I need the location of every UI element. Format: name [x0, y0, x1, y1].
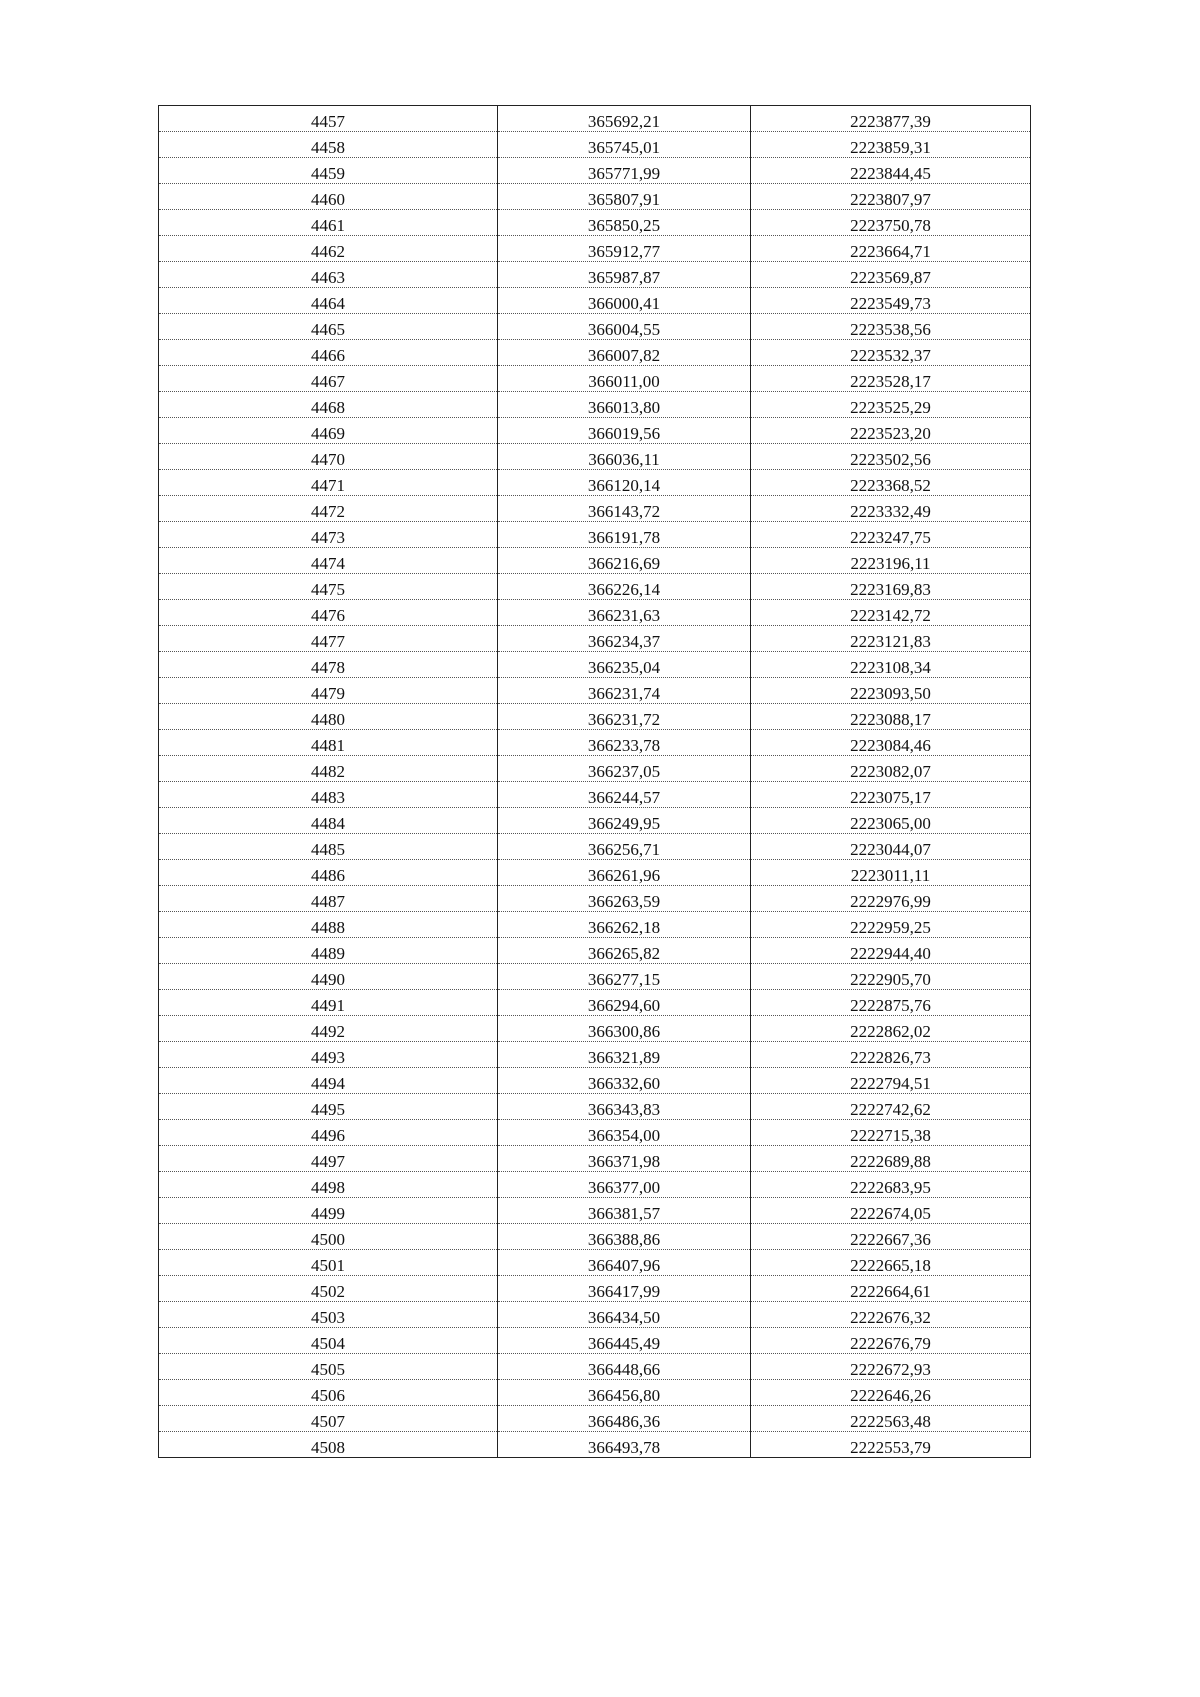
table-row	[159, 1094, 1031, 1120]
y-coordinate-cell: 2223108,34	[751, 652, 1031, 678]
x-coordinate-cell: 365807,91	[498, 184, 751, 210]
point-number-cell: 4463	[159, 262, 498, 288]
y-coordinate-cell: 2223750,78	[751, 210, 1031, 236]
point-number-cell: 4464	[159, 288, 498, 314]
point-number-cell: 4480	[159, 704, 498, 730]
point-number-cell: 4487	[159, 886, 498, 912]
y-coordinate-cell: 2222674,05	[751, 1198, 1031, 1224]
table-row	[159, 1432, 1031, 1458]
y-coordinate-cell: 2222683,95	[751, 1172, 1031, 1198]
point-number-cell: 4466	[159, 340, 498, 366]
x-coordinate-cell: 366493,78	[498, 1432, 751, 1458]
point-number-cell: 4484	[159, 808, 498, 834]
x-coordinate-cell: 366226,14	[498, 574, 751, 600]
y-coordinate-cell: 2222742,62	[751, 1094, 1031, 1120]
y-coordinate-cell: 2223532,37	[751, 340, 1031, 366]
point-number-cell: 4471	[159, 470, 498, 496]
x-coordinate-cell: 366486,36	[498, 1406, 751, 1432]
point-number-cell: 4469	[159, 418, 498, 444]
point-number-cell: 4505	[159, 1354, 498, 1380]
point-number-cell: 4486	[159, 860, 498, 886]
table-row	[159, 938, 1031, 964]
y-coordinate-cell: 2222646,26	[751, 1380, 1031, 1406]
table-row	[159, 314, 1031, 340]
x-coordinate-cell: 366235,04	[498, 652, 751, 678]
point-number-cell: 4504	[159, 1328, 498, 1354]
y-coordinate-cell: 2223664,71	[751, 236, 1031, 262]
x-coordinate-cell: 366143,72	[498, 496, 751, 522]
point-number-cell: 4458	[159, 132, 498, 158]
table-row	[159, 1406, 1031, 1432]
point-number-cell: 4481	[159, 730, 498, 756]
x-coordinate-cell: 365745,01	[498, 132, 751, 158]
x-coordinate-cell: 365692,21	[498, 106, 751, 132]
x-coordinate-cell: 366262,18	[498, 912, 751, 938]
y-coordinate-cell: 2223121,83	[751, 626, 1031, 652]
point-number-cell: 4462	[159, 236, 498, 262]
x-coordinate-cell: 366332,60	[498, 1068, 751, 1094]
x-coordinate-cell: 366354,00	[498, 1120, 751, 1146]
point-number-cell: 4496	[159, 1120, 498, 1146]
point-number-cell: 4482	[159, 756, 498, 782]
table-row	[159, 366, 1031, 392]
coordinates-table	[158, 105, 1031, 1458]
y-coordinate-cell: 2223142,72	[751, 600, 1031, 626]
x-coordinate-cell: 365771,99	[498, 158, 751, 184]
y-coordinate-cell: 2222665,18	[751, 1250, 1031, 1276]
y-coordinate-cell: 2222689,88	[751, 1146, 1031, 1172]
point-number-cell: 4478	[159, 652, 498, 678]
table-row	[159, 418, 1031, 444]
table-row	[159, 548, 1031, 574]
table-row	[159, 392, 1031, 418]
y-coordinate-cell: 2223859,31	[751, 132, 1031, 158]
x-coordinate-cell: 366263,59	[498, 886, 751, 912]
point-number-cell: 4460	[159, 184, 498, 210]
x-coordinate-cell: 366231,74	[498, 678, 751, 704]
y-coordinate-cell: 2222672,93	[751, 1354, 1031, 1380]
table-row	[159, 1328, 1031, 1354]
point-number-cell: 4499	[159, 1198, 498, 1224]
point-number-cell: 4470	[159, 444, 498, 470]
table-row	[159, 470, 1031, 496]
point-number-cell: 4477	[159, 626, 498, 652]
point-number-cell: 4483	[159, 782, 498, 808]
y-coordinate-cell: 2223082,07	[751, 756, 1031, 782]
y-coordinate-cell: 2222676,79	[751, 1328, 1031, 1354]
y-coordinate-cell: 2223569,87	[751, 262, 1031, 288]
point-number-cell: 4494	[159, 1068, 498, 1094]
y-coordinate-cell: 2223044,07	[751, 834, 1031, 860]
y-coordinate-cell: 2223528,17	[751, 366, 1031, 392]
point-number-cell: 4488	[159, 912, 498, 938]
x-coordinate-cell: 366261,96	[498, 860, 751, 886]
x-coordinate-cell: 366371,98	[498, 1146, 751, 1172]
x-coordinate-cell: 366381,57	[498, 1198, 751, 1224]
table-row	[159, 340, 1031, 366]
table-row	[159, 626, 1031, 652]
x-coordinate-cell: 366343,83	[498, 1094, 751, 1120]
table-row	[159, 1380, 1031, 1406]
x-coordinate-cell: 366120,14	[498, 470, 751, 496]
table-row	[159, 184, 1031, 210]
x-coordinate-cell: 366294,60	[498, 990, 751, 1016]
x-coordinate-cell: 366019,56	[498, 418, 751, 444]
table-row	[159, 1224, 1031, 1250]
table-row	[159, 912, 1031, 938]
x-coordinate-cell: 366434,50	[498, 1302, 751, 1328]
table-row	[159, 288, 1031, 314]
x-coordinate-cell: 366377,00	[498, 1172, 751, 1198]
y-coordinate-cell: 2223011,11	[751, 860, 1031, 886]
table-row	[159, 1016, 1031, 1042]
point-number-cell: 4459	[159, 158, 498, 184]
x-coordinate-cell: 366000,41	[498, 288, 751, 314]
table-row	[159, 990, 1031, 1016]
table-row	[159, 1146, 1031, 1172]
coordinates-table-body	[159, 106, 1031, 1458]
y-coordinate-cell: 2222676,32	[751, 1302, 1031, 1328]
y-coordinate-cell: 2222664,61	[751, 1276, 1031, 1302]
table-row	[159, 834, 1031, 860]
point-number-cell: 4493	[159, 1042, 498, 1068]
point-number-cell: 4491	[159, 990, 498, 1016]
y-coordinate-cell: 2223502,56	[751, 444, 1031, 470]
x-coordinate-cell: 366004,55	[498, 314, 751, 340]
x-coordinate-cell: 366388,86	[498, 1224, 751, 1250]
table-row	[159, 522, 1031, 548]
table-row	[159, 1198, 1031, 1224]
point-number-cell: 4472	[159, 496, 498, 522]
table-row	[159, 678, 1031, 704]
x-coordinate-cell: 366417,99	[498, 1276, 751, 1302]
y-coordinate-cell: 2223807,97	[751, 184, 1031, 210]
x-coordinate-cell: 366216,69	[498, 548, 751, 574]
x-coordinate-cell: 366036,11	[498, 444, 751, 470]
x-coordinate-cell: 366321,89	[498, 1042, 751, 1068]
y-coordinate-cell: 2223549,73	[751, 288, 1031, 314]
y-coordinate-cell: 2222959,25	[751, 912, 1031, 938]
x-coordinate-cell: 366237,05	[498, 756, 751, 782]
y-coordinate-cell: 2222563,48	[751, 1406, 1031, 1432]
point-number-cell: 4489	[159, 938, 498, 964]
x-coordinate-cell: 366456,80	[498, 1380, 751, 1406]
x-coordinate-cell: 366231,72	[498, 704, 751, 730]
y-coordinate-cell: 2223877,39	[751, 106, 1031, 132]
point-number-cell: 4503	[159, 1302, 498, 1328]
table-row	[159, 574, 1031, 600]
y-coordinate-cell: 2223844,45	[751, 158, 1031, 184]
table-row	[159, 1276, 1031, 1302]
y-coordinate-cell: 2222862,02	[751, 1016, 1031, 1042]
table-row	[159, 886, 1031, 912]
table-row	[159, 106, 1031, 132]
x-coordinate-cell: 366445,49	[498, 1328, 751, 1354]
y-coordinate-cell: 2223525,29	[751, 392, 1031, 418]
point-number-cell: 4468	[159, 392, 498, 418]
table-row	[159, 262, 1031, 288]
table-row	[159, 964, 1031, 990]
table-row	[159, 1172, 1031, 1198]
y-coordinate-cell: 2223332,49	[751, 496, 1031, 522]
y-coordinate-cell: 2222553,79	[751, 1432, 1031, 1458]
point-number-cell: 4461	[159, 210, 498, 236]
x-coordinate-cell: 366407,96	[498, 1250, 751, 1276]
point-number-cell: 4476	[159, 600, 498, 626]
y-coordinate-cell: 2223538,56	[751, 314, 1031, 340]
table-row	[159, 1120, 1031, 1146]
x-coordinate-cell: 366300,86	[498, 1016, 751, 1042]
x-coordinate-cell: 366191,78	[498, 522, 751, 548]
y-coordinate-cell: 2222976,99	[751, 886, 1031, 912]
point-number-cell: 4508	[159, 1432, 498, 1458]
x-coordinate-cell: 366011,00	[498, 366, 751, 392]
table-row	[159, 600, 1031, 626]
y-coordinate-cell: 2222905,70	[751, 964, 1031, 990]
y-coordinate-cell: 2222826,73	[751, 1042, 1031, 1068]
point-number-cell: 4502	[159, 1276, 498, 1302]
y-coordinate-cell: 2223084,46	[751, 730, 1031, 756]
y-coordinate-cell: 2222667,36	[751, 1224, 1031, 1250]
x-coordinate-cell: 365912,77	[498, 236, 751, 262]
x-coordinate-cell: 366448,66	[498, 1354, 751, 1380]
y-coordinate-cell: 2223093,50	[751, 678, 1031, 704]
x-coordinate-cell: 365987,87	[498, 262, 751, 288]
table-row	[159, 808, 1031, 834]
point-number-cell: 4473	[159, 522, 498, 548]
point-number-cell: 4500	[159, 1224, 498, 1250]
y-coordinate-cell: 2222715,38	[751, 1120, 1031, 1146]
y-coordinate-cell: 2222944,40	[751, 938, 1031, 964]
table-row	[159, 704, 1031, 730]
table-row	[159, 210, 1031, 236]
x-coordinate-cell: 366265,82	[498, 938, 751, 964]
table-row	[159, 1042, 1031, 1068]
y-coordinate-cell: 2223075,17	[751, 782, 1031, 808]
x-coordinate-cell: 366244,57	[498, 782, 751, 808]
y-coordinate-cell: 2222875,76	[751, 990, 1031, 1016]
point-number-cell: 4465	[159, 314, 498, 340]
table-row	[159, 132, 1031, 158]
point-number-cell: 4507	[159, 1406, 498, 1432]
point-number-cell: 4485	[159, 834, 498, 860]
table-row	[159, 1068, 1031, 1094]
table-row	[159, 1250, 1031, 1276]
point-number-cell: 4501	[159, 1250, 498, 1276]
x-coordinate-cell: 366231,63	[498, 600, 751, 626]
table-row	[159, 496, 1031, 522]
point-number-cell: 4498	[159, 1172, 498, 1198]
y-coordinate-cell: 2223523,20	[751, 418, 1031, 444]
x-coordinate-cell: 366007,82	[498, 340, 751, 366]
point-number-cell: 4492	[159, 1016, 498, 1042]
y-coordinate-cell: 2223368,52	[751, 470, 1031, 496]
table-row	[159, 860, 1031, 886]
point-number-cell: 4490	[159, 964, 498, 990]
x-coordinate-cell: 366249,95	[498, 808, 751, 834]
x-coordinate-cell: 366233,78	[498, 730, 751, 756]
y-coordinate-cell: 2223169,83	[751, 574, 1031, 600]
y-coordinate-cell: 2223196,11	[751, 548, 1031, 574]
y-coordinate-cell: 2223088,17	[751, 704, 1031, 730]
x-coordinate-cell: 366013,80	[498, 392, 751, 418]
y-coordinate-cell: 2223247,75	[751, 522, 1031, 548]
table-row	[159, 756, 1031, 782]
table-row	[159, 652, 1031, 678]
table-row	[159, 782, 1031, 808]
y-coordinate-cell: 2223065,00	[751, 808, 1031, 834]
table-row	[159, 158, 1031, 184]
table-row	[159, 444, 1031, 470]
x-coordinate-cell: 366256,71	[498, 834, 751, 860]
point-number-cell: 4474	[159, 548, 498, 574]
x-coordinate-cell: 366234,37	[498, 626, 751, 652]
point-number-cell: 4495	[159, 1094, 498, 1120]
point-number-cell: 4457	[159, 106, 498, 132]
table-row	[159, 236, 1031, 262]
x-coordinate-cell: 365850,25	[498, 210, 751, 236]
point-number-cell: 4475	[159, 574, 498, 600]
point-number-cell: 4479	[159, 678, 498, 704]
table-row	[159, 1354, 1031, 1380]
y-coordinate-cell: 2222794,51	[751, 1068, 1031, 1094]
point-number-cell: 4467	[159, 366, 498, 392]
table-row	[159, 1302, 1031, 1328]
table-row	[159, 730, 1031, 756]
point-number-cell: 4497	[159, 1146, 498, 1172]
point-number-cell: 4506	[159, 1380, 498, 1406]
x-coordinate-cell: 366277,15	[498, 964, 751, 990]
